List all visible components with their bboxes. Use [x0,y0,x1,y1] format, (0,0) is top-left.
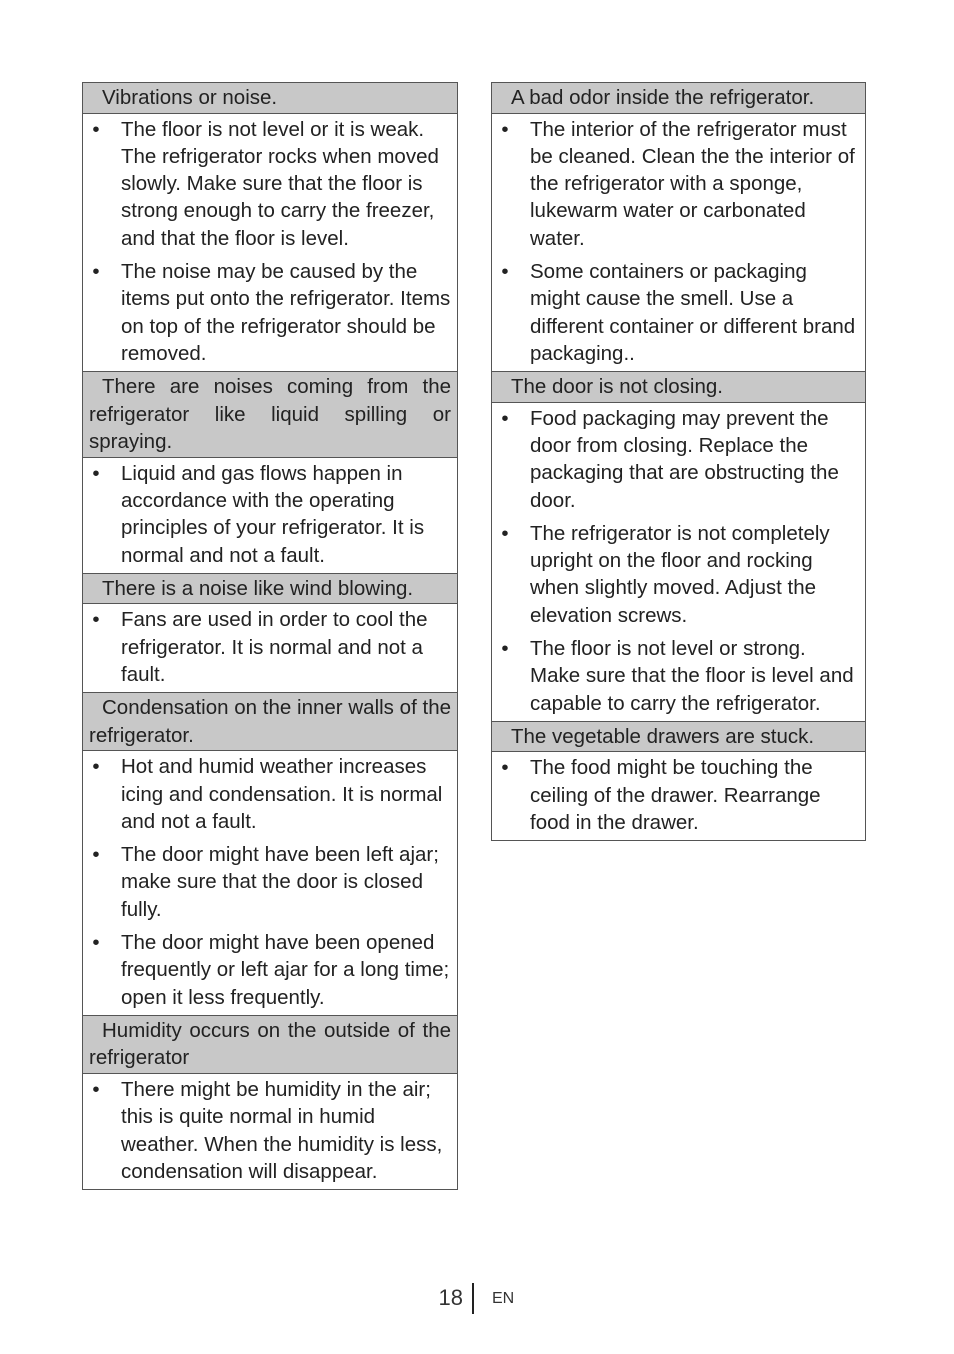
item-text: The interior of the refrigerator must be cleaned. Clean the the interior of the refrigerator with a sponge, lukewarm water or carbonated water. [530,117,855,250]
section-header: Condensation on the inner walls of the refrigerator. [83,693,457,751]
footer-divider [472,1283,474,1314]
section-header: There are noises coming from the refrigerator like liquid spilling or spraying. [83,372,457,458]
bullet-icon: • [92,931,100,955]
item-text: The door might have been opened frequently or left ajar for a long time; open it less frequently. [121,931,450,1009]
list-item [83,753,457,835]
list-item [83,116,457,252]
section-header: A bad odor inside the refrigerator. [492,83,865,114]
item-text: Fans are used in order to cool the refrigerator. It is normal and not a fault. [121,608,428,686]
section-header: The vegetable drawers are stuck. [492,722,865,753]
left-troubleshooting-column [82,82,458,1190]
troubleshooting-section [83,1016,457,1190]
list-item [83,606,457,688]
bullet-icon: • [92,1077,100,1101]
list-item [492,754,865,836]
troubleshooting-section [492,722,865,841]
section-body [492,114,865,373]
section-header: The door is not closing. [492,372,865,403]
bullet-icon: • [501,756,509,780]
bullet-icon: • [92,461,100,485]
list-item [83,929,457,1011]
bullet-icon: • [92,755,100,779]
section-body [492,752,865,841]
item-text: The food might be touching the ceiling of the drawer. Rearrange food in the drawer. [530,756,821,835]
item-text: The floor is not level or strong. Make sure that the floor is level and capable to carry the refrigerator. [530,637,854,715]
item-text: The refrigerator is not completely upright on the floor and rocking when slightly moved. Adjust the elevation screws. [530,521,830,627]
bullet-icon: • [501,637,509,661]
bullet-icon: • [92,608,100,632]
section-header: Humidity occurs on the outside of the refrigerator [83,1016,457,1074]
item-text: The noise may be caused by the items put onto the refrigerator. Items on top of the refrigerator should be removed. [121,259,451,365]
list-item [83,1076,457,1185]
list-item [492,116,865,252]
list-item [83,841,457,923]
troubleshooting-section [83,83,457,372]
section-body [492,403,865,722]
item-text: The floor is not level or it is weak. The refrigerator rocks when moved slowly. Make sure that the floor is strong enough to carry the freezer, and that the floor is level. [121,117,439,250]
list-item [492,520,865,629]
bullet-icon: • [501,406,509,430]
list-item [83,460,457,569]
troubleshooting-section [83,372,457,574]
bullet-icon: • [501,117,509,141]
section-body [83,458,457,574]
troubleshooting-section [492,83,865,372]
page-number: 18 [438,1285,463,1310]
section-body [83,1074,457,1190]
item-text: Some containers or packaging might cause the smell. Use a different container or different brand packaging.. [530,259,856,365]
page-footer [0,1283,954,1315]
troubleshooting-section [492,372,865,722]
section-body [83,604,457,693]
list-item [492,405,865,514]
section-body [83,751,457,1016]
item-text: Food packaging may prevent the door from closing. Replace the packaging that are obstructing the door. [530,406,839,512]
language-code: EN [492,1290,515,1307]
right-troubleshooting-column [491,82,866,841]
bullet-icon: • [501,259,509,283]
list-item [83,258,457,367]
item-text: Hot and humid weather increases icing and condensation. It is normal and not a fault. [121,755,443,833]
troubleshooting-section [83,574,457,693]
list-item [492,258,865,367]
troubleshooting-section [83,693,457,1016]
section-header: Vibrations or noise. [83,83,457,114]
bullet-icon: • [92,259,100,283]
bullet-icon: • [501,521,509,545]
list-item [492,635,865,717]
section-header: There is a noise like wind blowing. [83,574,457,605]
item-text: There might be humidity in the air; this is quite normal in humid weather. When the humidity is less, condensation will disappear. [121,1077,443,1183]
item-text: Liquid and gas flows happen in accordance with the operating principles of your refrigerator. It is normal and not a fault. [121,461,425,567]
bullet-icon: • [92,843,100,867]
bullet-icon: • [92,117,100,141]
item-text: The door might have been left ajar; make sure that the door is closed fully. [121,843,439,921]
section-body [83,114,457,373]
